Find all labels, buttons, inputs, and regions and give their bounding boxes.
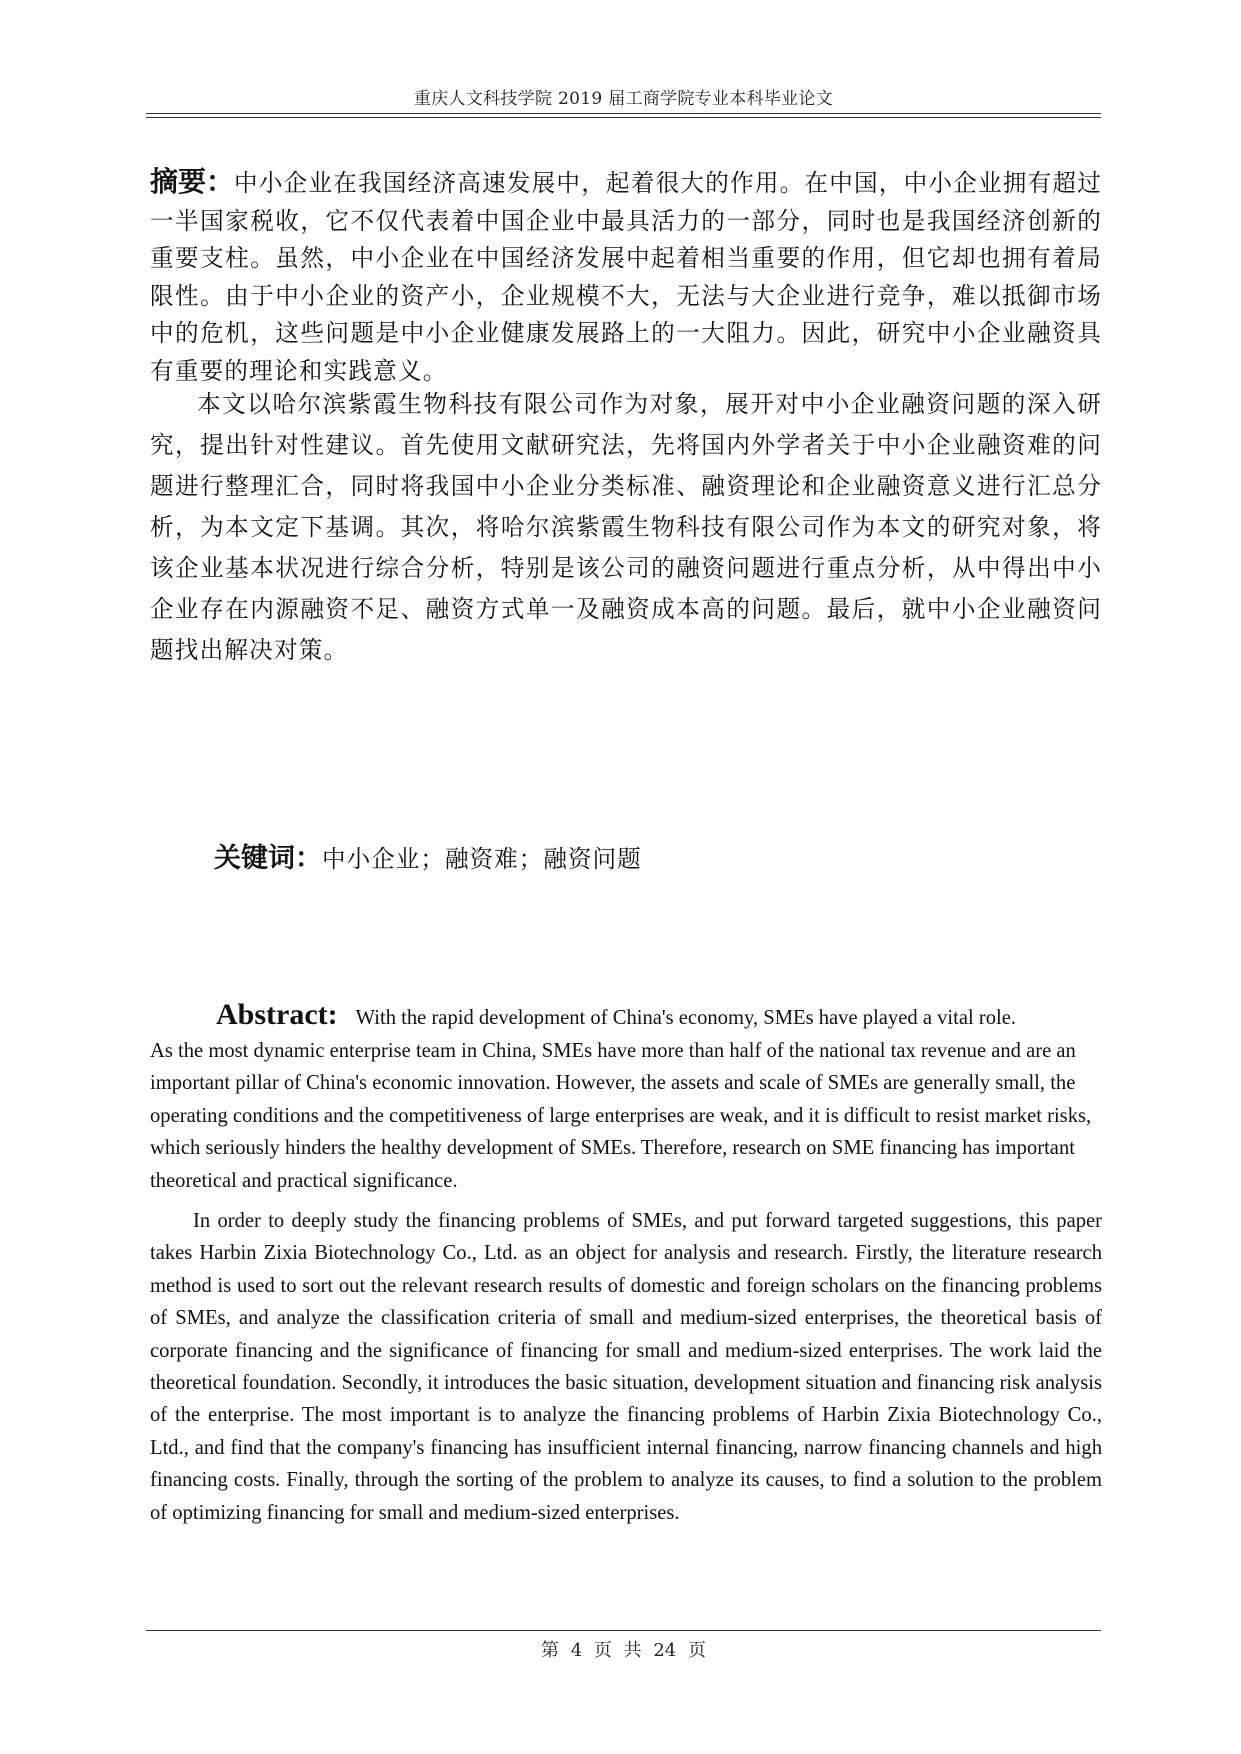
keywords-cn-text: 中小企业；融资难；融资问题 xyxy=(322,845,642,873)
header-rule-thin xyxy=(146,117,1101,118)
abstract-en-text-1: As the most dynamic enterprise team in China, SMEs have more than half of the national tax revenue and are an important pillar of China's economic innovation. However, the assets and scale of SMEs are generally small, the operating conditions and the competitiveness of large enterprises are weak, and it is difficult to resist market risks, which seriously hinders the healthy development of SMEs. Therefore, research on SME financing has important theoretical and practical significance. xyxy=(150,1039,1092,1192)
header-rule xyxy=(146,113,1101,114)
abstract-en-paragraph-1 xyxy=(150,999,1102,1197)
abstract-cn-text-1: 中小企业在我国经济高速发展中，起着很大的作用。在中国，中小企业拥有超过一半国家税收，它不仅代表着中国企业中最具活力的一部分，同时也是我国经济创新的重要支柱。虽然，中小企业在中国经济发展中起着相当重要的作用，但它却也拥有着局限性。由于中小企业的资产小，企业规模不大，无法与大企业进行竞争，难以抵御市场中的危机，这些问题是中小企业健康发展路上的一大阻力。因此，研究中小企业融资具有重要的理论和实践意义。 xyxy=(150,169,1102,385)
abstract-cn-label: 摘要： xyxy=(150,165,235,198)
footer-rule xyxy=(146,1630,1101,1631)
abstract-en-first-text: With the rapid development of China's economy, SMEs have played a vital role. xyxy=(355,1007,1017,1029)
abstract-cn-paragraph-2: 本文以哈尔滨紫霞生物科技有限公司作为对象，展开对中小企业融资问题的深入研究，提出针对性建议。首先使用文献研究法，先将国内外学者关于中小企业融资难的问题进行整理汇合，同时将我国中小企业分类标准、融资理论和企业融资意义进行汇总分析，为本文定下基调。其次，将哈尔滨紫霞生物科技有限公司作为本文的研究对象，将该企业基本状况进行综合分析，特别是该公司的融资问题进行重点分析，从中得出中小企业存在内源融资不足、融资方式单一及融资成本高的问题。最后，就中小企业融资问题找出解决对策。 xyxy=(150,390,1102,664)
keywords-cn xyxy=(214,836,642,875)
abstract-en-label: Abstract: xyxy=(216,998,338,1031)
page-number: 第 4 页 共 24 页 xyxy=(541,1640,706,1661)
keywords-cn-label: 关键词： xyxy=(214,843,322,874)
page-header: 重庆人文科技学院 2019 届工商学院专业本科毕业论文 xyxy=(413,89,834,109)
abstract-en-first-line xyxy=(150,999,1102,1035)
abstract-cn-paragraph-1 xyxy=(150,163,1102,390)
abstract-en-paragraph-2: In order to deeply study the financing problems of SMEs, and put forward targeted suggestions, this paper takes Harbin Zixia Biotechnology Co., Ltd. as an object for analysis and research. Firstly, the literature research method is used to sort out the relevant research results of domestic and foreign scholars on the financing problems of SMEs, and analyze the classification criteria of small and medium-sized enterprises, the theoretical basis of corporate financing and the significance of financing for small and medium-sized enterprises. The work laid the theoretical foundation. Secondly, it introduces the basic situation, development situation and financing risk analysis of the enterprise. The most important is to analyze the financing problems of Harbin Zixia Biotechnology Co., Ltd., and find that the company's financing has insufficient internal financing, narrow financing channels and high financing costs. Finally, through the sorting of the problem to analyze its causes, to find a solution to the problem of optimizing financing for small and medium-sized enterprises. xyxy=(150,1210,1102,1524)
